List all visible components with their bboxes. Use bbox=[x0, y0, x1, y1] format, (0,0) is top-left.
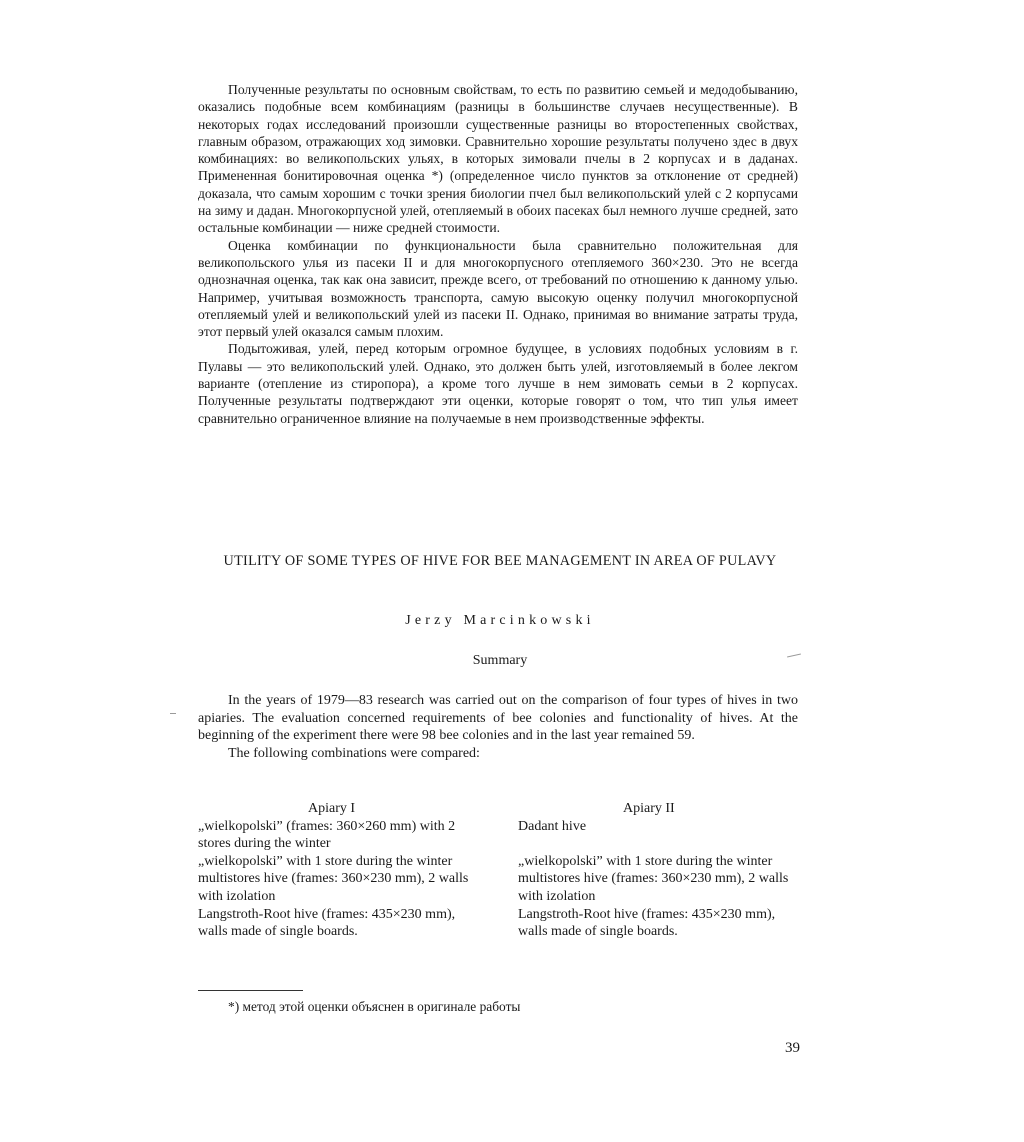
apiary-1-column bbox=[198, 800, 488, 941]
apiary-1-item-3: multistores hive (frames: 360×230 mm), 2 walls with izolation bbox=[198, 871, 469, 904]
english-article-title: UTILITY OF SOME TYPES OF HIVE FOR BEE MANAGEMENT IN AREA OF PULAVY bbox=[223, 553, 777, 569]
apiary-2-column bbox=[518, 800, 808, 941]
apiary-1-item-2: „wielkopolski” with 1 store during the winter bbox=[198, 853, 453, 869]
russian-paragraph-3: Подытоживая, улей, перед которым огромное будущее, в условиях подобных условиям в г. Пулавы — это великопольский улей. Однако, это должен быть улей, изготовляемый в более лекгом варианте (отепление из стиропора), а кроме того лучше в нем зимовать семьи в 2 корпусах. Полученные результаты подтверждают эти оценки, которые говорят о том, что тип улья имеет сравнительно ограниченное влияние на получаемые в нем производственные эффекты. bbox=[198, 341, 798, 426]
russian-body-text bbox=[198, 81, 798, 427]
apiary-2-heading: Apiary II bbox=[623, 801, 675, 816]
apiary-2-spacer bbox=[518, 835, 808, 853]
apiary-1-item-4: Langstroth-Root hive (frames: 435×230 mm), walls made of single boards. bbox=[198, 906, 456, 940]
english-summary-text bbox=[198, 692, 798, 762]
apiary-2-item-1: Dadant hive bbox=[518, 818, 587, 834]
english-paragraph-1: In the years of 1979—83 research was carried out on the comparison of four types of hives in two apiaries. The evaluation concerned requirements of bee colonies and functionality of hives. At the beginning of the experiment there were 98 bee colonies and in the last year remained 59. bbox=[198, 693, 798, 743]
apiary-2-item-3: multistores hive (frames: 360×230 mm), 2 walls with izolation bbox=[518, 871, 789, 904]
summary-heading: Summary bbox=[472, 653, 528, 668]
apiary-2-item-4: Langstroth-Root hive (frames: 435×230 mm), walls made of single boards. bbox=[518, 906, 776, 940]
footnote: *) метод этой оценки объяснен в оригинале работы bbox=[228, 999, 521, 1014]
russian-paragraph-2: Оценка комбинации по функциональности была сравнительно положительная для великопольского улья из пасеки II и для многокорпусного отепляемого 360×230. Это не всегда однозначная оценка, так как она зависит, прежде всего, от требований по отношению к данному улью. Например, учитывая возможность транспорта, самую высокую оценку получил многокорпусной отепляемый улей и великопольский улей из пасеки II. Однако, принимая во внимание затраты труда, этот первый улей оказался самым плохим. bbox=[198, 237, 798, 340]
english-paragraph-2: The following combinations were compared: bbox=[228, 745, 480, 761]
footnote-rule bbox=[198, 990, 303, 991]
page-number: 39 bbox=[785, 1040, 800, 1056]
russian-paragraph-1: Полученные результаты по основным свойствам, то есть по развитию семьей и медодобыванию, оказались подобные всем комбинациям (разницы в большинстве случаев несущественные). В некоторых годах исследований произошли существенные разницы во второстепенных свойствах, главным образом, отражающих ход зимовки. Сравнительно хорошие результаты получено здес в двух комбинациях: во великопольских ульях, в которых зимовали пчелы в 2 корпусах и в даданах. Примененная бонитировочная оценка *) (определенное число пунктов за отклонение от средней) доказала, что самым хорошим с точки зрения биологии пчел был великопольский улей с 2 корпусами на зиму и дадан. Многокорпусной улей, отепляемый в обоих пасеках был немного лучше средней, зато остальные комбинации — ниже средней стоимости. bbox=[198, 82, 798, 236]
scan-speck bbox=[170, 713, 176, 714]
author-name: Jerzy Marcinkowski bbox=[405, 613, 595, 628]
apiary-1-heading: Apiary I bbox=[308, 801, 356, 816]
apiary-2-item-2: „wielkopolski” with 1 store during the winter bbox=[518, 853, 773, 869]
apiary-1-item-1: „wielkopolski” (frames: 360×260 mm) with 2 stores during the winter bbox=[198, 818, 456, 852]
